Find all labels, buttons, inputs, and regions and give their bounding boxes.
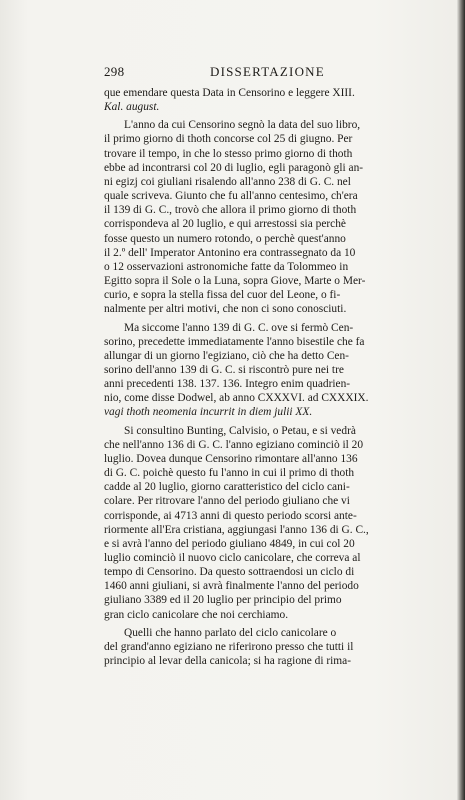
text-line: Egitto sopra il Sole o la Luna, sopra Giove, Marte o Mer-: [104, 275, 366, 288]
text-line: sorino, precedette immediatamente l'anno bisestile che fa: [104, 335, 365, 348]
text-line: Ma siccome l'anno 139 di G. C. ove si fermò Cen-: [124, 321, 354, 334]
text-line: colare. Per ritrovare l'anno del periodo giuliano che vi: [104, 495, 350, 508]
text-line: anni precedenti 138. 137. 136. Integro enim quadrien-: [104, 378, 351, 391]
text-line: di G. C. poichè questo fu l'anno in cui il primo di thoth: [104, 467, 355, 480]
text-line: sorino dell'anno 139 di G. C. si riscontrò pure nei tre: [104, 363, 344, 376]
text-line: trovare il tempo, in che lo stesso primo giorno di thoth: [104, 147, 353, 160]
text-line: il 2.º dell' Imperator Antonino era contrassegnato da 10: [104, 246, 356, 259]
text-line: luglio cominciò il nuovo ciclo canicolare, che correva al: [104, 552, 361, 564]
text-line: o 12 osservazioni astronomiche fatte da Tolommeo in: [104, 260, 349, 273]
text-line: gran ciclo canicolare che noi cerchiamo.: [104, 608, 289, 621]
text-line: cadde al 20 luglio, giorno caratteristico del ciclo cani-: [104, 481, 350, 494]
text-line: fosse questo un numero rotondo, o perchè quest'anno: [104, 232, 346, 245]
text-line: e si avrà l'anno del periodo giuliano 4849, in cui col 20: [104, 537, 355, 550]
text-line: ni egizj coi giuliani risalendo all'anno 238 di G. C. nel: [104, 175, 351, 188]
text-line: nalmente per altri motivi, che non ci sono conosciuti.: [104, 303, 347, 316]
text-line: tempo di Censorino. Da questo sottraendosi un ciclo di: [104, 566, 355, 579]
text-line: giuliano 3389 ed il 20 luglio per principio del primo: [104, 594, 342, 607]
running-head: [104, 64, 424, 80]
text-line: L'anno da cui Censorino segnò la data del suo libro,: [124, 119, 361, 132]
text-line: il primo giorno di thoth concorse col 25 di giugno. Per: [104, 133, 353, 146]
text-line: allungar di un giorno l'egiziano, ciò che ha detto Cen-: [104, 349, 349, 362]
text-line: 1460 anni giuliani, si avrà finalmente l'anno del periodo: [104, 580, 359, 593]
text-line: ebbe ad incontrarsi col 20 di luglio, egli paragonò gli an-: [104, 161, 364, 174]
text-line: Kal. august.: [104, 101, 160, 114]
text-line: nio, come disse Dodwel, ab anno CXXXVI. ad CXXXIX.: [104, 392, 369, 405]
text-line: Quelli che hanno parlato del ciclo canicolare o: [124, 626, 337, 639]
text-line: del grand'anno egiziano ne riferirono presso che tutti il: [104, 640, 354, 653]
text-line: Si consultino Bunting, Calvisio, o Petau, e si vedrà: [124, 424, 356, 437]
text-line: luglio. Dovea dunque Censorino rimontare all'anno 136: [104, 452, 358, 465]
text-line: quale scriveva. Giunto che fu all'anno centesimo, ch'era: [104, 190, 358, 203]
text-line: corrispondeva al 20 luglio, e qui arrestossi sia perchè: [104, 218, 346, 231]
text-line: che nell'anno 136 di G. C. l'anno egiziano cominciò il 20: [104, 438, 364, 451]
text-line: curio, e sopra la stella fissa del cuor del Leone, o fi-: [104, 289, 341, 302]
page-edge-shadow: [457, 0, 465, 800]
text-line: il 139 di G. C., trovò che allora il primo giorno di thoth: [104, 204, 357, 217]
body-text: [104, 86, 424, 668]
text-line: que emendare questa Data in Censorino e leggere XIII.: [104, 87, 355, 99]
running-title: DISSERTAZIONE: [210, 64, 325, 79]
text-line: vagi thoth neomenia incurrit in diem julii XX.: [104, 406, 313, 419]
page-number: 298: [104, 64, 125, 79]
text-line: corrisponde, ai 4713 anni di questo periodo scorsi ante-: [104, 509, 357, 522]
text-line: principio al levar della canicola; si ha ragione di rima-: [104, 655, 352, 668]
text-line: riormente all'Era cristiana, aggiungasi l'anno 136 di G. C.,: [104, 523, 369, 536]
